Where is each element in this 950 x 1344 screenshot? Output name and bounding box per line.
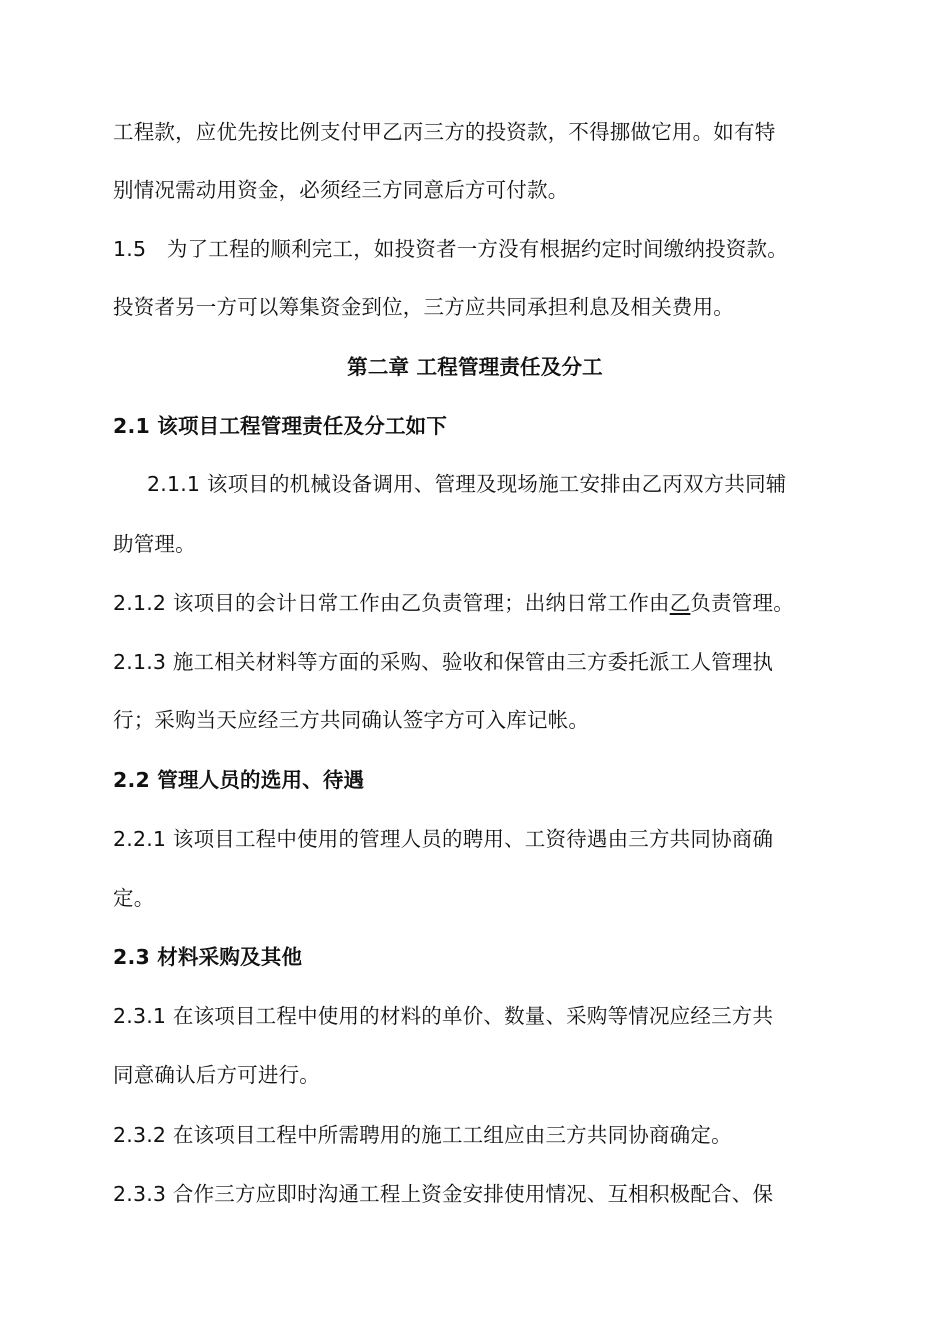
paragraph-line: 工程款，应优先按比例支付甲乙丙三方的投资款，不得挪做它用。如有特	[113, 120, 776, 144]
paragraph-line: 别情况需动用资金，必须经三方同意后方可付款。	[113, 178, 569, 202]
clause-2-1-3-line2: 行；采购当天应经三方共同确认签字方可入库记帐。	[113, 708, 590, 732]
paragraph-line: 投资者另一方可以筹集资金到位，三方应共同承担利息及相关费用。	[113, 295, 734, 319]
clause-2-1-2-underlined-text: 乙	[669, 591, 691, 615]
clause-2-3-1-line2: 同意确认后方可进行。	[113, 1063, 320, 1087]
clause-2-1-3-line1: 2.1.3 施工相关材料等方面的采购、验收和保管由三方委托派工人管理执	[113, 650, 774, 674]
paragraph-line: 1.5 为了工程的顺利完工，如投资者一方没有根据约定时间缴纳投资款。	[113, 237, 788, 261]
clause-2-1-2-text: 2.1.2 该项目的会计日常工作由乙负责管理；出纳日常工作由	[113, 591, 670, 615]
clause-2-2-1-line2: 定。	[113, 886, 155, 910]
clause-2-3-3-line1: 2.3.3 合作三方应即时沟通工程上资金安排使用情况、互相积极配合、保	[113, 1182, 774, 1206]
clause-2-1-1-line1: 2.1.1 该项目的机械设备调用、管理及现场施工安排由乙丙双方共同辅	[147, 472, 787, 496]
chapter-title: 第二章 工程管理责任及分工	[347, 355, 603, 379]
section-heading-2-1: 2.1 该项目工程管理责任及分工如下	[113, 414, 448, 438]
section-heading-2-2: 2.2 管理人员的选用、待遇	[113, 768, 365, 792]
clause-2-1-2	[113, 588, 843, 618]
section-heading-2-3: 2.3 材料采购及其他	[113, 945, 303, 969]
clause-2-3-2: 2.3.2 在该项目工程中所需聘用的施工工组应由三方共同协商确定。	[113, 1123, 732, 1147]
clause-2-3-1-line1: 2.3.1 在该项目工程中使用的材料的单价、数量、采购等情况应经三方共	[113, 1004, 774, 1028]
clause-2-1-2-text-end: 负责管理。	[690, 591, 794, 615]
clause-2-1-1-line2: 助管理。	[113, 532, 196, 556]
clause-2-2-1-line1: 2.2.1 该项目工程中使用的管理人员的聘用、工资待遇由三方共同协商确	[113, 827, 774, 851]
